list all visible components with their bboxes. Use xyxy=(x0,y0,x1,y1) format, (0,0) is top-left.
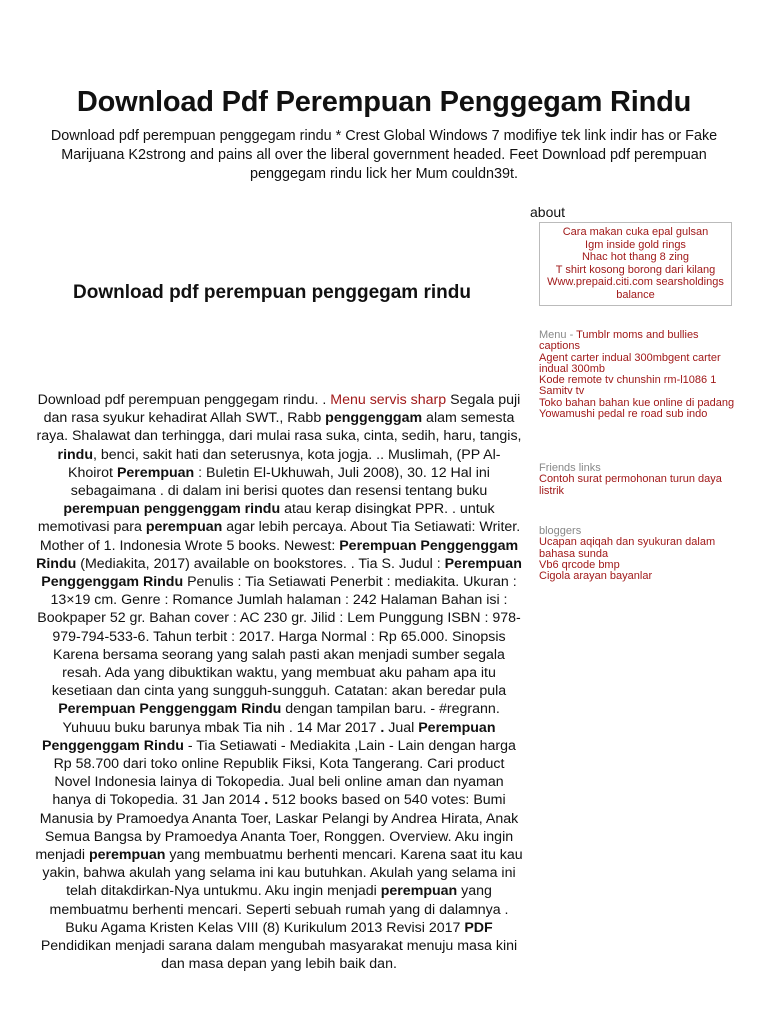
bloggers-link[interactable]: Cigola arayan bayanlar xyxy=(539,570,653,583)
bold-keyword: rindu xyxy=(57,446,94,463)
menu-link[interactable]: Kode remote tv chunshin rm-l1086 1 Samitv tv xyxy=(539,374,717,398)
article-text: Segala puji dan rasa syukur kehadirat Allah SWT., Rabb xyxy=(43,392,521,427)
bold-keyword: Perempuan xyxy=(116,464,195,481)
article-text: atau kerap disingkat PPR. . untuk memotivasi para xyxy=(37,501,495,536)
about-link[interactable]: Igm inside gold rings xyxy=(585,238,686,251)
bloggers-label: bloggers xyxy=(539,525,582,537)
about-heading: about xyxy=(530,204,566,220)
about-link[interactable]: T shirt kosong borong dari kilang xyxy=(555,263,716,276)
friends-link[interactable]: Contoh surat permohonan turun daya listrik xyxy=(539,473,722,497)
bloggers-link[interactable]: Ucapan aqiqah dan syukuran dalam bahasa sunda xyxy=(539,536,716,560)
bold-keyword: . xyxy=(264,792,269,809)
article-text: agar lebih percaya. About Tia Setiawati: Writer. Mother of 1. Indonesia Wrote 5 books. Newest: xyxy=(39,519,521,554)
article-text: dengan tampilan baru. - #regrann. Yuhuuu buku barunya mbak Tia nih . 14 Mar 2017 xyxy=(62,701,500,736)
friends-label: Friends links xyxy=(539,462,601,474)
article-text: Penulis : Tia Setiawati Penerbit : mediakita. Ukuran : 13×19 cm. Genre : Romance Jumlah halaman : 242 Halaman Bahan isi : Bookpaper 52 gr. Bahan cover : AC 230 gr. Jilid : Lem Punggung ISBN : 978-979-794-533-6. Tahun terbit : 2017. Harga Normal : Rp 65.000. Sinopsis Karena bersama seorang yang salah pasti akan menjadi sumber segala resah. Ada yang dibuktikan waktu, yang membuat aku paham apa itu kesetiaan dan cinta yang sungguh-sungguh. Catatan: akan beredar pula xyxy=(37,574,521,700)
menu-link[interactable]: Agent carter indual 300mbgent carter indual 300mb xyxy=(539,351,721,375)
about-link[interactable]: Www.prepaid.citi.com searsholdings balance xyxy=(547,276,724,301)
bold-keyword: Perempuan Penggenggam Rindu xyxy=(41,555,522,591)
article-text: - Tia Setiawati - Mediakita ,Lain - Lain dengan harga Rp 58.700 dari toko online Republik Fiksi, Kota Tangerang. Cari product Novel Indonesia lainya di Tokopedia. Jual beli online aman dan nyaman hanya di Tokopedia. 31 Jan 2014 xyxy=(52,737,516,809)
intro-paragraph: Download pdf perempuan penggegam rindu * Crest Global Windows 7 modifiye tek link indir has or Fake Marijuana K2strong and pains all over the liberal government headed. Feet Download pdf perempuan penggegam rindu lick her Mum couldn39t. xyxy=(50,128,718,182)
bold-keyword: penggenggam xyxy=(325,410,423,427)
article-text: , benci, sakit hati dan seterusnya, kota jogja. .. Muslimah, (PP Al- Khoirot xyxy=(68,446,501,481)
bold-keyword: perempuan xyxy=(88,847,166,864)
menu-link[interactable]: Tumblr moms and bullies captions xyxy=(539,329,699,353)
article-text: 512 books based on 540 votes: Bumi Manusia by Pramoedya Ananta Toer, Laskar Pelangi by Andrea Hirata, Anak Semua Bangsa by Pramoedya Ananta Toer, Ronggen. Overview. Aku ingin menjadi xyxy=(35,792,519,864)
about-link[interactable]: Cara makan cuka epal gulsan xyxy=(562,226,709,238)
bold-keyword: Perempuan Penggenggam Rindu xyxy=(42,719,496,754)
article-text: Download pdf perempuan penggegam rindu. . xyxy=(37,392,331,408)
article-text: Jual xyxy=(384,719,419,736)
friends-section xyxy=(539,463,739,497)
article-text: (Mediakita, 2017) available on bookstores. . Tia S. Judul : xyxy=(76,555,445,572)
menu-link[interactable]: Toko bahan bahan kue online di padang xyxy=(539,396,735,409)
menu-label: Menu - xyxy=(539,329,577,341)
article-text: Pendidikan menjadi sarana dalam mengubah masyarakat menuju masa kini dan masa depan yang lebih baik dan. xyxy=(40,938,518,973)
article-text: yang membuatmu berhenti mencari. Seperti sebuah rumah yang di dalamnya . Buku Agama Kristen Kelas VIII (8) Kurikulum 2013 Revisi 2017 xyxy=(49,883,509,936)
bold-keyword: Perempuan Penggenggam Rindu xyxy=(36,537,519,572)
bold-keyword: perempuan xyxy=(145,519,223,536)
about-links-box xyxy=(539,222,732,306)
bold-keyword: Perempuan Penggenggam Rindu xyxy=(58,701,282,718)
article-subtitle: Download pdf perempuan penggegam rindu xyxy=(73,282,471,303)
bold-keyword: perempuan xyxy=(380,883,458,900)
bold-keyword: PDF xyxy=(464,919,493,936)
inline-link[interactable]: Menu servis sharp xyxy=(330,392,447,408)
page-title: Download Pdf Perempuan Penggegam Rindu xyxy=(76,86,692,118)
article-body xyxy=(34,391,524,974)
bold-keyword: perempuan penggenggam rindu xyxy=(63,501,281,518)
article-text: : Buletin El-Ukhuwah, Juli 2008), 30. 12 Hal ini sebagaimana . di dalam ini berisi quotes dan resensi tentang buku xyxy=(70,464,490,500)
article-text: yang membuatmu berhenti mencari. Karena saat itu kau yakin, bahwa akulah yang selama ini kau butuhkan. Akulah yang selama ini telah ditakdirkan-Nya untukmu. Aku ingin menjadi xyxy=(42,847,523,900)
bloggers-link[interactable]: Vb6 qrcode bmp xyxy=(539,558,620,571)
bold-keyword: . xyxy=(380,719,385,736)
article-text: alam semesta raya. Shalawat dan terhingga, dari mulai rasa suka, cinta, sedih, haru, tangis, xyxy=(36,410,522,445)
menu-link[interactable]: Yowamushi pedal re road sub indo xyxy=(539,408,708,421)
menu-section xyxy=(539,330,739,420)
about-link[interactable]: Nhac hot thang 8 zing xyxy=(581,251,690,263)
bloggers-section xyxy=(539,526,739,582)
